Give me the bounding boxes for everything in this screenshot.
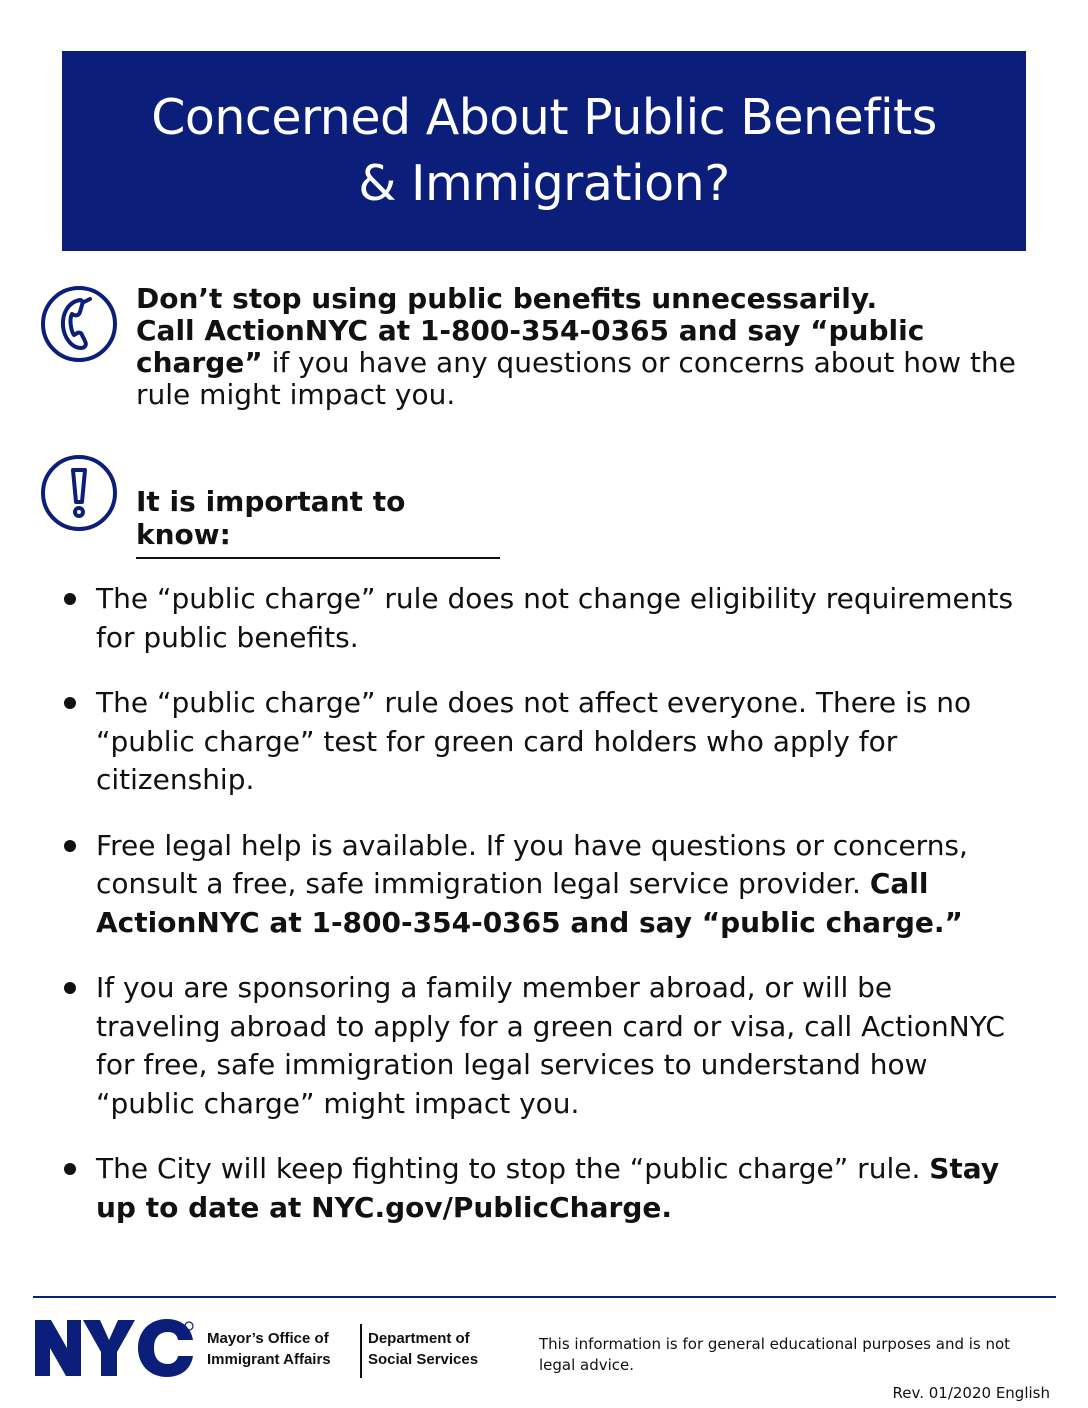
list-item <box>62 827 1022 943</box>
bullet-bold-text: Stay up to date at NYC.gov/PublicCharge. <box>96 1152 1000 1224</box>
list-item <box>62 580 1022 657</box>
bullet-text: If you are sponsoring a family member abroad, or will be traveling abroad to apply for a green card or visa, call ActionNYC for free, safe immigration legal services to understand how “public charge” might impact you. <box>96 971 1005 1120</box>
agency-divider <box>360 1324 362 1378</box>
disclaimer-text: This information is for general educational purposes and is not legal advice. <box>539 1335 1011 1374</box>
bullet-text: Free legal help is available. If you have questions or concerns, consult a free, safe immigration legal service provider. <box>96 828 968 900</box>
phone-intro: Don’t stop using public benefits unnecessarily. <box>136 282 878 315</box>
nyc-logo <box>33 1318 197 1383</box>
bullet-bold-text: Call ActionNYC at 1-800-354-0365 and say “public charge.” <box>96 867 963 939</box>
bullet-text: The “public charge” rule does not affect everyone. There is no “public charge” test for green card holders who apply for citizenship. <box>96 686 972 796</box>
bullet-dot <box>64 593 76 605</box>
footer-divider <box>33 1296 1056 1298</box>
important-heading: It is important to know: <box>136 485 500 559</box>
agency-1-line-1: Mayor’s Office of <box>207 1330 329 1347</box>
bullet-dot <box>64 697 76 709</box>
title-line-2: & Immigration? <box>358 155 730 212</box>
phone-icon <box>41 286 117 362</box>
header-banner <box>62 51 1026 251</box>
dss-label <box>368 1328 478 1370</box>
phone-info-block <box>136 283 1016 411</box>
page-title <box>151 85 937 217</box>
agency-2-line-1: Department of <box>368 1330 470 1347</box>
title-line-1: Concerned About Public Benefits <box>151 89 937 146</box>
phone-details: if you have any questions or concerns about how the rule might impact you. <box>136 346 1016 411</box>
revision-label: Rev. 01/2020 English <box>892 1384 1050 1402</box>
mayors-office-label <box>207 1328 331 1370</box>
bullet-dot <box>64 1163 76 1175</box>
bullet-text: The “public charge” rule does not change eligibility requirements for public benefits. <box>96 582 1014 654</box>
list-item <box>62 684 1022 800</box>
exclamation-icon <box>41 455 117 531</box>
bullet-dot <box>64 840 76 852</box>
list-item <box>62 1150 1022 1227</box>
agency-2-line-2: Social Services <box>368 1351 479 1368</box>
phone-call-to-action: Call ActionNYC at 1-800-354-0365 and say “public charge” <box>136 314 925 379</box>
bullet-dot <box>64 982 76 994</box>
agency-1-line-2: Immigrant Affairs <box>207 1351 331 1368</box>
bullet-text: The City will keep fighting to stop the “public charge” rule. <box>96 1152 930 1185</box>
bullet-list <box>62 580 1022 1254</box>
list-item <box>62 969 1022 1123</box>
